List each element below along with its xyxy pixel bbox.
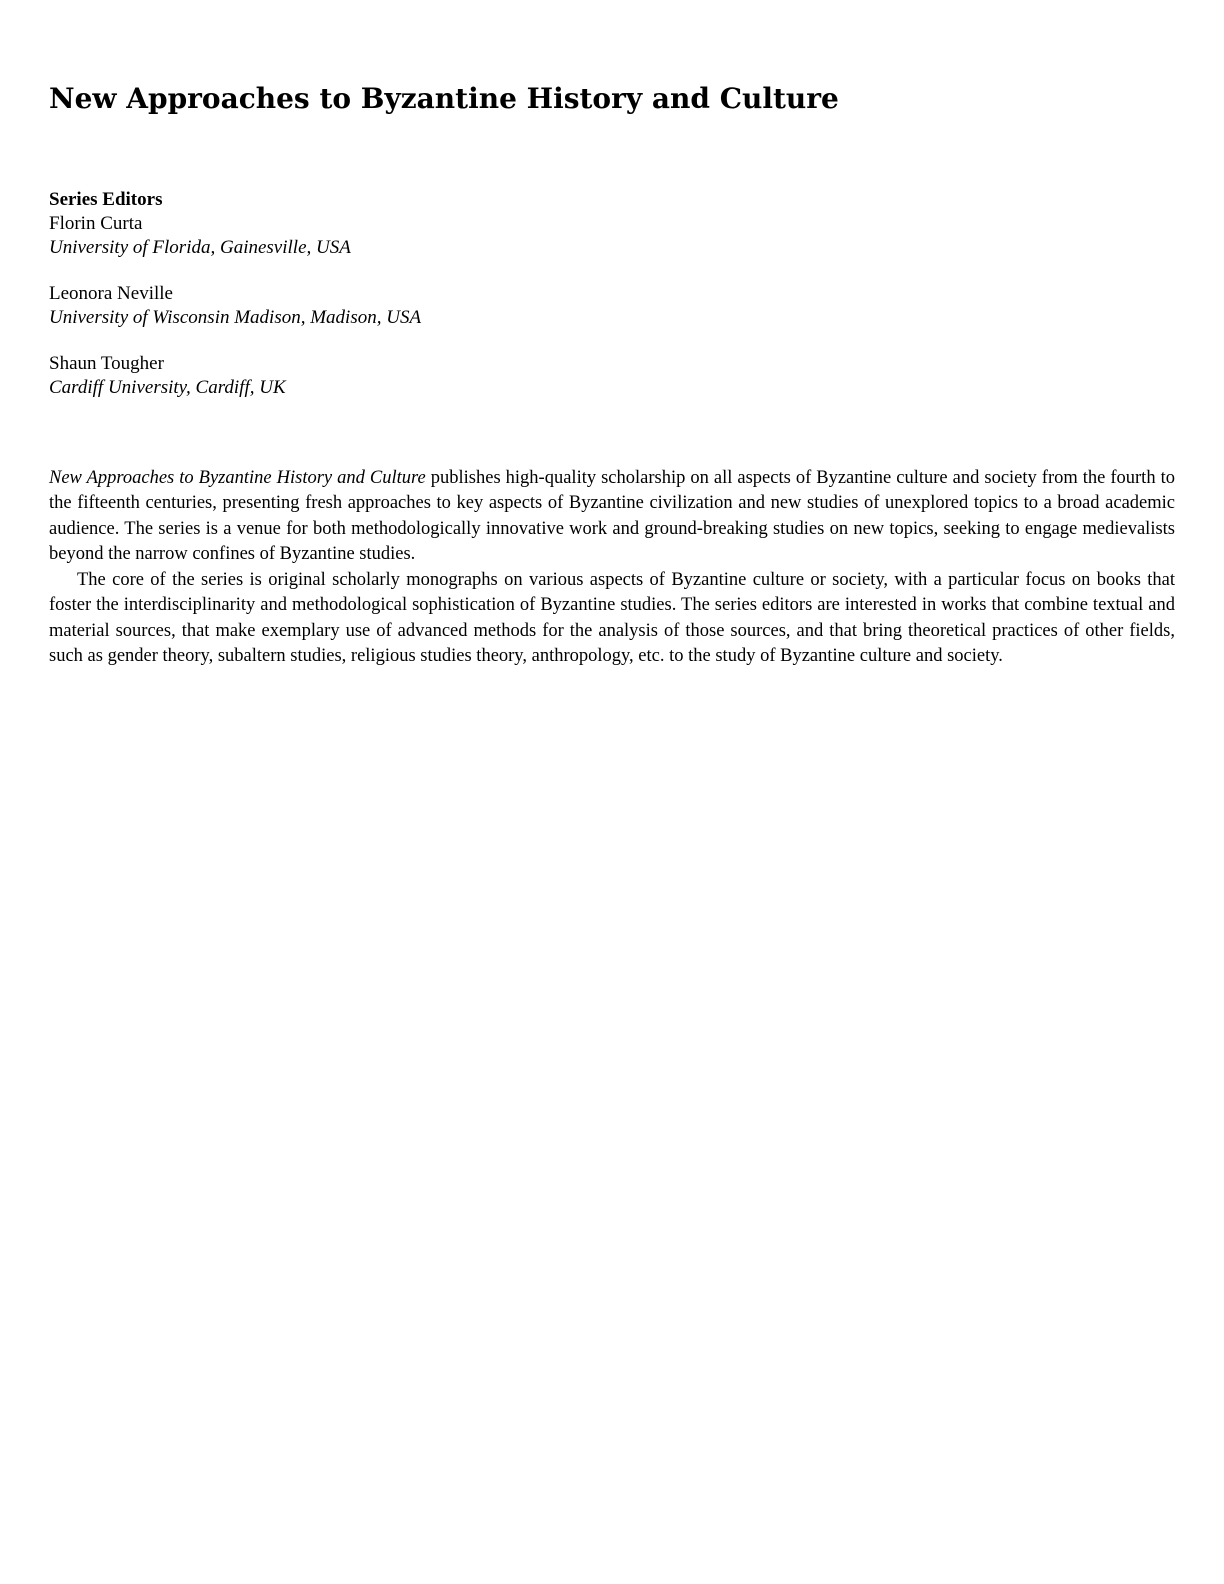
editor-entry [49, 352, 1175, 400]
editor-name: Florin Curta [49, 212, 143, 234]
series-description-paragraph-1 [49, 466, 1175, 568]
editor-name: Shaun Tougher [49, 352, 164, 374]
series-description [49, 466, 1175, 670]
series-description-paragraph-2: The core of the series is original scholarly monographs on various aspects of Byzantine culture or society, with a particular focus on books that foster the interdisciplinarity and methodological sophistication of Byzantine studies. The series editors are interested in works that combine textual and material sources, that make exemplary use of advanced methods for the analysis of those sources, and that bring theoretical practices of other fields, such as gender theory, subaltern studies, religious studies theory, anthropology, etc. to the study of Byzantine culture and society. [49, 569, 1175, 667]
editor-affiliation: University of Florida, Gainesville, USA [49, 236, 351, 258]
series-editors-heading: Series Editors [49, 188, 163, 210]
editor-entry [49, 212, 1175, 260]
series-editors-block [49, 188, 1175, 400]
series-description-paragraph-1-text: publishes high-quality scholarship on all aspects of Byzantine culture and society from the fourth to the fifteenth centuries, presenting fresh approaches to key aspects of Byzantine civilization and new studies of unexplored topics to a broad academic audience. The series is a venue for both methodologically innovative work and ground-breaking studies on new topics, seeking to engage medievalists beyond the narrow confines of Byzantine studies. [49, 467, 1175, 565]
editor-name: Leonora Neville [49, 282, 173, 304]
page-title: New Approaches to Byzantine History and Culture [49, 82, 839, 115]
editor-affiliation: Cardiff University, Cardiff, UK [49, 376, 286, 398]
series-title-inline: New Approaches to Byzantine History and Culture [49, 467, 426, 488]
editor-affiliation: University of Wisconsin Madison, Madison, USA [49, 306, 422, 328]
editor-entry [49, 282, 1175, 330]
